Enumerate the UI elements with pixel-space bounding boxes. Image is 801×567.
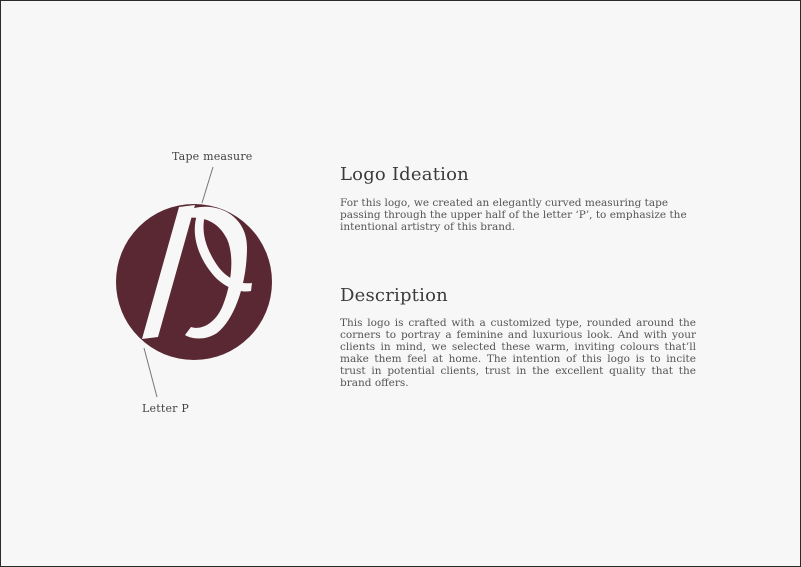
letter-p-callout: Letter P [142,402,189,415]
tape-measure-leader-line [202,167,213,203]
letter-p-leader-line [144,348,157,397]
tape-measure-callout: Tape measure [172,150,253,163]
logo-ideation-heading: Logo Ideation [340,164,469,185]
brand-logo [101,161,301,421]
description-text: This logo is crafted with a customized type, rounded around the corners to portray a feminine and luxurious look. And with your clients in mind, we selected these warm, inviting colours that’ll make them feel at home. The intention of this logo is to incite trust in potential clients, trust in the excellent quality that the brand offers. [340,317,696,389]
logo-ideation-text: For this logo, we created an elegantly curved measuring tape passing through the upper half of the letter ‘P’, to emphasize the intentional artistry of this brand. [340,197,687,233]
description-heading: Description [340,285,448,306]
